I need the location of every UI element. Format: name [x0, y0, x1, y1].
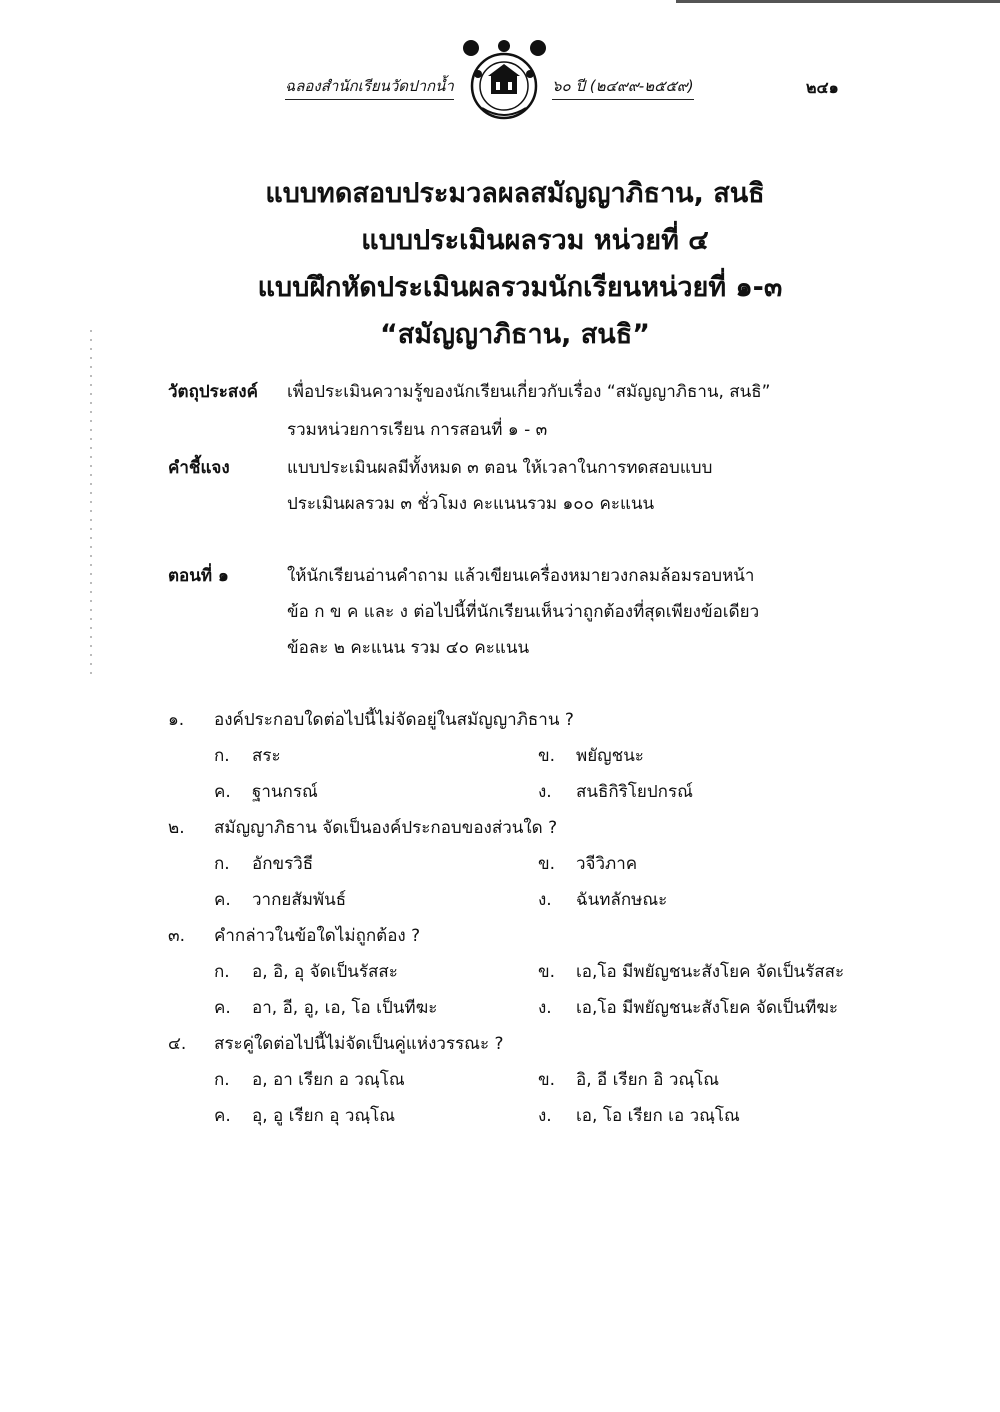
- header-left-text: ฉลองสำนักเรียนวัดปากน้ำ: [285, 74, 454, 100]
- answer-option: ค. วากยสัมพันธ์: [214, 890, 347, 910]
- answer-option: ค. อา, อี, อู, เอ, โอ เป็นทีฆะ: [214, 998, 438, 1018]
- answer-option: ง. เอ,โอ มีพยัญชนะสังโยค จัดเป็นทีฆะ: [538, 998, 839, 1018]
- school-seal-logo: [458, 36, 550, 128]
- answer-option: ข. พยัญชนะ: [538, 746, 644, 766]
- answer-option: ก. อ, อิ, อุ จัดเป็นรัสสะ: [214, 962, 398, 982]
- instructions-line-2: ประเมินผลรวม ๓ ชั่วโมง คะแนนรวม ๑๐๐ คะแนน: [287, 494, 655, 514]
- answer-option: ก. อ, อา เรียก อ วณฺโณ: [214, 1070, 405, 1090]
- answer-option: ค. ฐานกรณ์: [214, 782, 318, 802]
- question-number: ๒.: [168, 818, 185, 838]
- header-right-text: ๖๐ ปี (๒๔๙๙-๒๕๕๙): [552, 74, 694, 100]
- answer-option: ข. อิ, อี เรียก อิ วณฺโณ: [538, 1070, 720, 1090]
- objective-line-1: เพื่อประเมินความรู้ของนักเรียนเกี่ยวกับเรื่อง “สมัญญาภิธาน, สนธิ”: [287, 382, 771, 402]
- page-header: [0, 0, 1000, 130]
- answer-option: ก. อักขรวิธี: [214, 854, 314, 874]
- page-number: ๒๔๑: [806, 78, 839, 97]
- question-text: คำกล่าวในข้อใดไม่ถูกต้อง ?: [214, 926, 421, 946]
- answer-option: ง. สนธิกิริโยปกรณ์: [538, 782, 693, 802]
- answer-option: ง. ฉันทลักษณะ: [538, 890, 668, 910]
- document-title: [0, 170, 1000, 358]
- part1-label: ตอนที่ ๑: [168, 566, 229, 586]
- part1-line-1: ให้นักเรียนอ่านคำถาม แล้วเขียนเครื่องหมายวงกลมล้อมรอบหน้า: [287, 566, 755, 586]
- answer-option: ก. สระ: [214, 746, 281, 766]
- question-number: ๔.: [168, 1034, 187, 1054]
- question-number: ๑.: [168, 710, 185, 730]
- answer-option: ข. วจีวิภาค: [538, 854, 638, 874]
- title-line-4: “สมัญญาภิธาน, สนธิ”: [380, 319, 650, 350]
- objective-line-2: รวมหน่วยการเรียน การสอนที่ ๑ - ๓: [287, 420, 548, 440]
- question-text: สมัญญาภิธาน จัดเป็นองค์ประกอบของส่วนใด ?: [214, 818, 558, 838]
- part1-line-3: ข้อละ ๒ คะแนน รวม ๔๐ คะแนน: [287, 638, 530, 658]
- answer-option: ข. เอ,โอ มีพยัญชนะสังโยค จัดเป็นรัสสะ: [538, 962, 845, 982]
- instructions-label: คำชี้แจง: [168, 458, 230, 478]
- question-text: องค์ประกอบใดต่อไปนี้ไม่จัดอยู่ในสมัญญาภิธาน ?: [214, 710, 574, 730]
- question-number: ๓.: [168, 926, 186, 946]
- answer-option: ค. อุ, อู เรียก อุ วณฺโณ: [214, 1106, 396, 1126]
- part1-line-2: ข้อ ก ข ค และ ง ต่อไปนี้ที่นักเรียนเห็นว่าถูกต้องที่สุดเพียงข้อเดียว: [287, 602, 760, 622]
- objective-label: วัตถุประสงค์: [168, 382, 258, 402]
- answer-option: ง. เอ, โอ เรียก เอ วณฺโณ: [538, 1106, 740, 1126]
- title-line-3: แบบฝึกหัดประเมินผลรวมนักเรียนหน่วยที่ ๑-๓: [257, 272, 783, 303]
- title-line-2: แบบประเมินผลรวม หน่วยที่ ๔: [361, 225, 709, 256]
- title-line-1: แบบทดสอบประมวลผลสมัญญาภิธาน, สนธิ: [265, 178, 765, 209]
- margin-dotted-line: [90, 330, 92, 680]
- question-text: สระคู่ใดต่อไปนี้ไม่จัดเป็นคู่แห่งวรรณะ ?: [214, 1034, 504, 1054]
- instructions-line-1: แบบประเมินผลมีทั้งหมด ๓ ตอน ให้เวลาในการทดสอบแบบ: [287, 458, 713, 478]
